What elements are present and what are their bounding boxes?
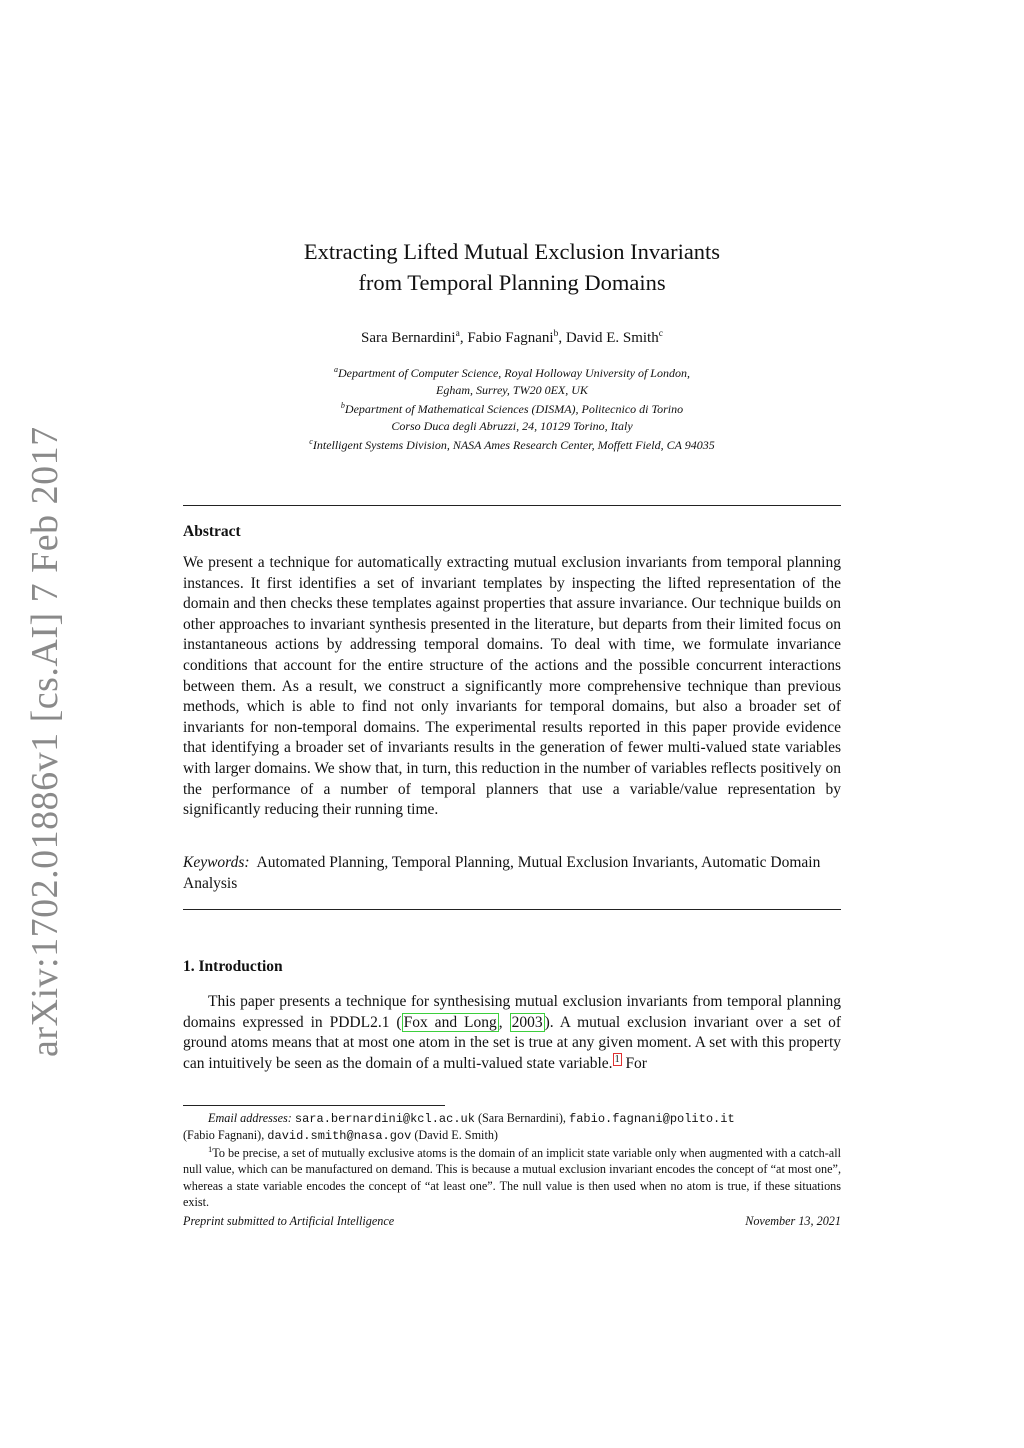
- affil-line: Department of Mathematical Sciences (DISMA), Politecnico di Torino: [344, 402, 684, 417]
- author-affil-mark: a: [455, 329, 460, 339]
- citation-link[interactable]: Fox and Long: [403, 1013, 497, 1031]
- footnote-link[interactable]: 1: [614, 1053, 620, 1065]
- affil-line: Intelligent Systems Division, NASA Ames Research Center, Moffett Field, CA 94035: [312, 438, 715, 453]
- email-link[interactable]: sara.bernardini@kcl.ac.uk: [294, 1112, 475, 1126]
- footnotes: [183, 1110, 841, 1210]
- arxiv-identifier: arXiv:1702.01886v1 [cs.AI] 7 Feb 2017: [24, 426, 66, 1057]
- author-affil-mark: c: [658, 329, 663, 339]
- footnote-1: [183, 1145, 841, 1211]
- abstract-text: We present a technique for automatically extracting mutual exclusion invariants from temporal planning instances. It first identifies a set of invariant templates by inspecting the lifted representation of the domain and then checks these templates against properties that assure invariance. Our technique builds on other approaches to invariant synthesis presented in the literature, but departs from their limited focus on instantaneous actions by addressing temporal domains. To deal with time, we formulate invariance conditions that account for the entire structure of the actions and the possible concurrent interactions between them. As a result, we construct a significantly more comprehensive technique than previous methods, which is able to find not only invariants for temporal domains, but also a broader set of invariants for non-temporal domains. The experimental results reported in this paper provide evidence that identifying a broader set of invariants results in the generation of fewer multi-valued state variables with larger domains. We show that, in turn, this reduction in the number of variables reflects positively on the performance of a number of temporal planners that use a variable/value representation by significantly reducing their running time.: [183, 554, 841, 819]
- author-name: David E. Smith: [565, 330, 659, 346]
- preprint-notice: Preprint submitted to Artificial Intelligence: [183, 1214, 395, 1228]
- preprint-date: November 13, 2021: [745, 1214, 841, 1228]
- section-heading-introduction: 1. Introduction: [183, 958, 283, 975]
- keywords: [183, 853, 841, 894]
- email-footnote: Email addresses: sara.bernardini@kcl.ac.uk (Sara Bernardini), fabio.fagnani@polito.it (Fabio Fagnani), david.smith@nasa.gov (David E. Smith): [183, 1111, 735, 1144]
- affil-line: Egham, Surrey, TW20 0EX, UK: [436, 382, 588, 397]
- abstract-top-rule: [183, 505, 841, 506]
- footnote-mark: 1: [208, 1143, 213, 1154]
- citation-year-link[interactable]: 2003: [511, 1013, 543, 1031]
- footnote-text: To be precise, a set of mutually exclusive atoms is the domain of an implicit state variable only when augmented with a catch-all null value, which can be manufactured on demand. This is because a mutual exclusion invariant encodes the concept of “at most one”, whereas a state variable encodes the concept of “at least one”. The null value is then used when no atom is true, if these situations exist.: [183, 1145, 841, 1210]
- affil-mark: a: [334, 365, 339, 374]
- title-line-1: Extracting Lifted Mutual Exclusion Invariants: [303, 239, 721, 264]
- email-link[interactable]: fabio.fagnani@polito.it: [569, 1112, 735, 1126]
- email-label: Email addresses:: [208, 1111, 292, 1125]
- author-name: Sara Bernardini: [361, 330, 456, 346]
- author-name: Fabio Fagnani: [467, 330, 554, 346]
- paper-title: [182, 236, 842, 298]
- footnote-rule: [183, 1105, 445, 1106]
- title-line-2: from Temporal Planning Domains: [358, 270, 666, 295]
- keywords-label: Keywords:: [183, 854, 250, 871]
- affil-line: Corso Duca degli Abruzzi, 24, 10129 Torino, Italy: [391, 418, 633, 433]
- affil-mark: b: [340, 401, 345, 411]
- intro-text: For: [621, 1054, 647, 1072]
- affil-line: Department of Computer Science, Royal Holloway University of London,: [338, 366, 690, 380]
- email-link[interactable]: david.smith@nasa.gov: [267, 1129, 412, 1144]
- author-affil-mark: b: [553, 329, 559, 339]
- affiliations: [182, 362, 842, 454]
- intro-text: ). A mutual exclusion invariant over a set of ground atoms means that at most one atom in the set is true at any given moment. A set with this property can intuitively be seen as the domain of a multi-valued state variable.: [183, 1013, 842, 1072]
- affil-mark: c: [309, 437, 313, 447]
- author-list: Sara Bernardini$^a$, Fabio Fagnani$^b$, David E. Smith$^c$: [361, 329, 663, 346]
- abstract-heading: Abstract: [183, 523, 241, 540]
- intro-text: This paper presents a technique for synthesising mutual exclusion invariants from temporal planning domains expressed in PDDL2.1 (: [183, 993, 841, 1031]
- intro-paragraph: This paper presents a technique for synthesising mutual exclusion invariants from temporal planning domains expressed in PDDL2.1 ( Fox and Long , 2003 ). A mutual exclusion invariant over a set of ground atoms means that at most one atom in the set is true at any given moment. A set with this property can intuitively be seen as the domain of a multi-valued state variable. $^1$ For: [183, 993, 842, 1072]
- abstract-bottom-rule: [183, 909, 841, 910]
- keywords-text: Automated Planning, Temporal Planning, Mutual Exclusion Invariants, Automatic Domain Analysis: [183, 854, 821, 892]
